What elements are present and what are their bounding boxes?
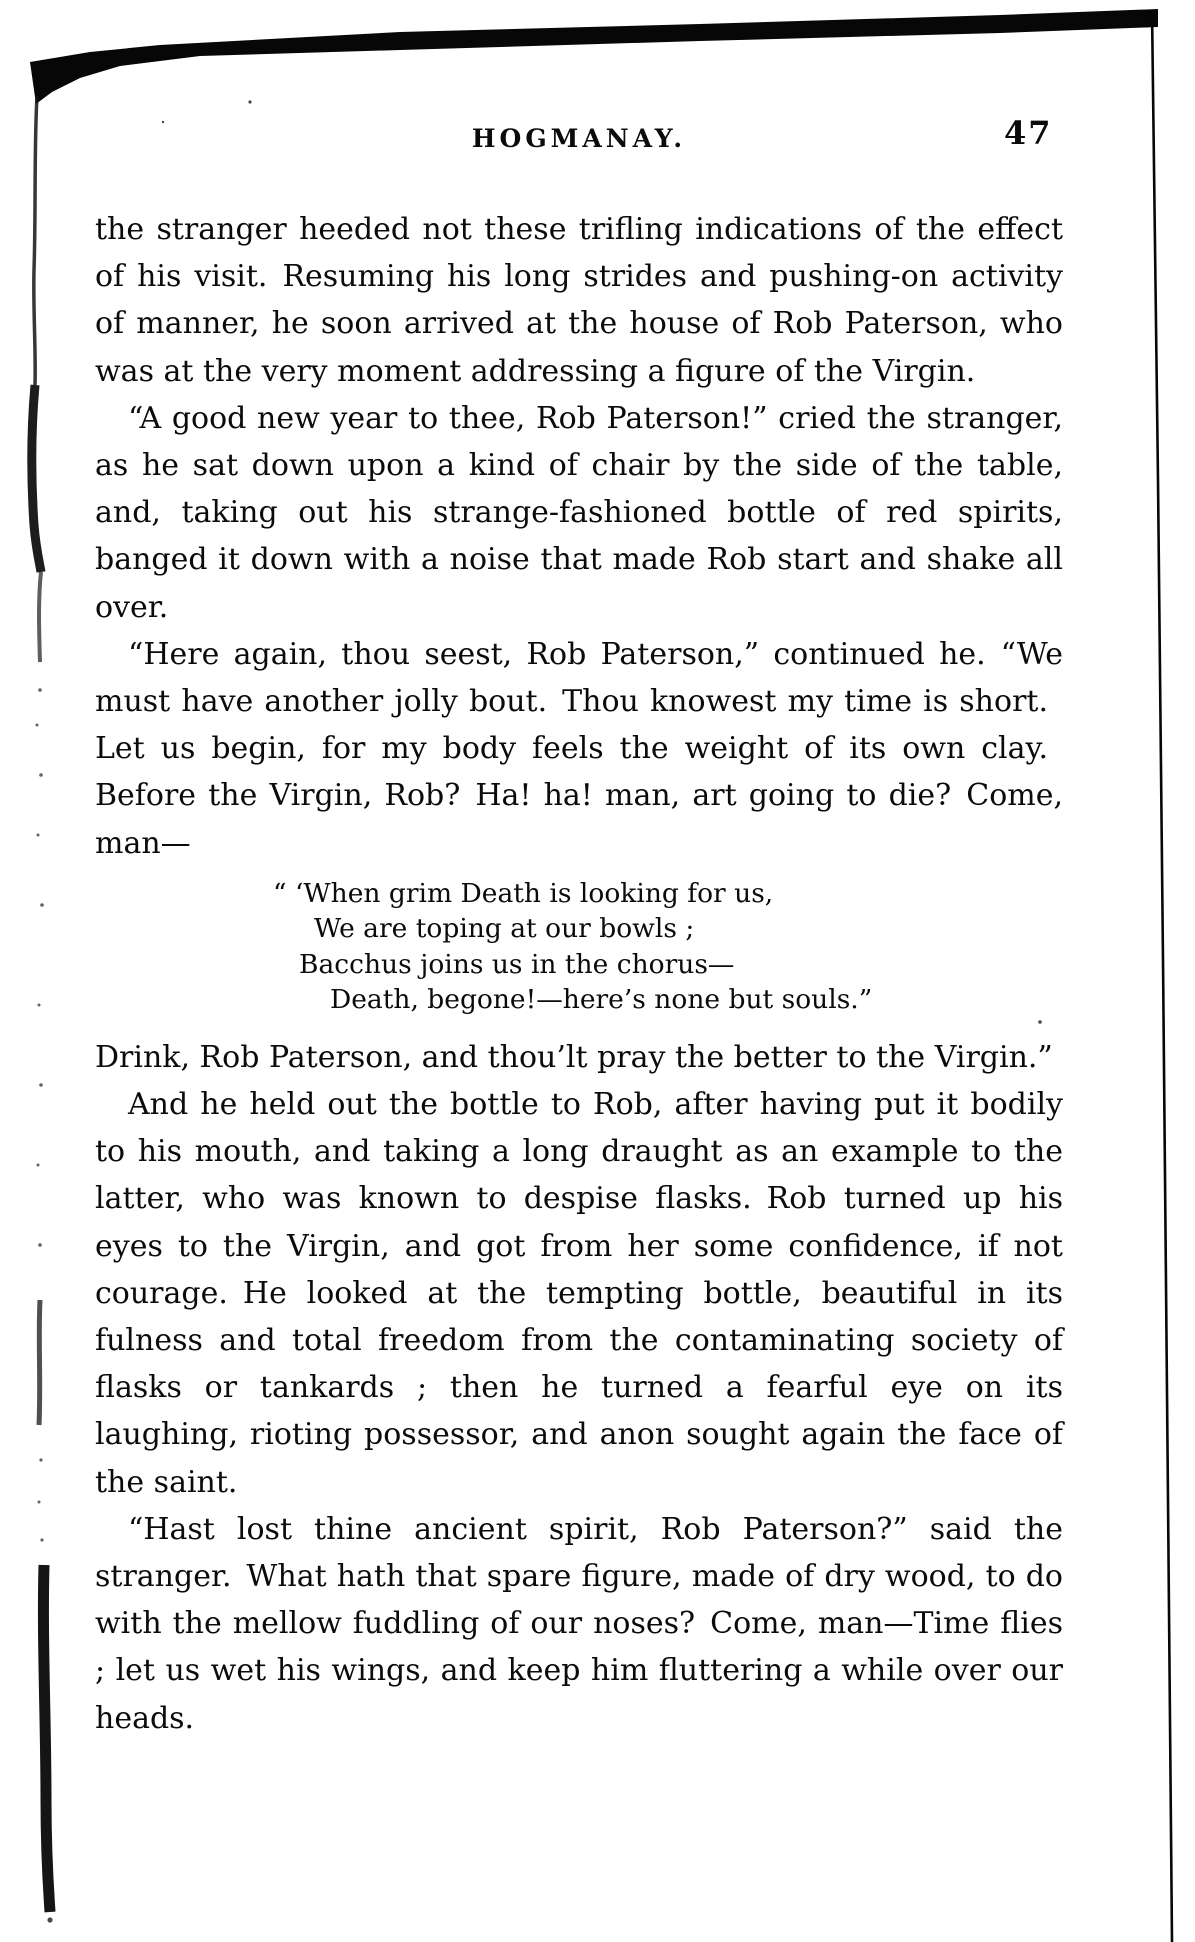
verse-line-2: We are toping at our bowls ; — [314, 913, 695, 945]
verse-quote — [95, 876, 1063, 1018]
scan-artifact-binding-shadow-lower — [39, 1300, 40, 1425]
scan-artifact-right-edge-line — [1152, 10, 1172, 1942]
body-paragraph-4: Drink, Rob Paterson, and thou’lt pray the better to the Virgin.” — [95, 1039, 1053, 1075]
text-column — [95, 206, 1063, 1742]
body-paragraph-5: And he held out the bottle to Rob, after having put it bodily to his mouth, and taking a long draught as an example to the latter, who was known to despise flasks. Rob turned up his eyes to the Virgin, and got from her some confidence, if not courage. He looked at the tempting bottle, beautiful in its fulness and total freedom from the contaminating society of flasks or tankards ; then he turned a fearful eye on its laughing, rioting possessor, and anon sought again the face of the saint. — [95, 1087, 1063, 1500]
verse-line-1: “ ‘When grim Death is looking for us, — [273, 877, 774, 909]
scan-artifact-binding-shadow-upper — [34, 96, 37, 385]
body-paragraph-2: “A good new year to thee, Rob Paterson!” cried the stranger, as he sat down upon a kind of chair by the side of the table, and, taking out his strange-fashioned bottle of red spirits, banged it down with a noise that made Rob start and shake all over. — [95, 400, 1063, 625]
scan-artifact-binding-shadow-mid — [39, 572, 41, 662]
body-paragraph-1: the stranger heeded not these trifling indications of the effect of his visit. Resuming his long strides and pushing-on activity of manner, he soon arrived at the house of Rob Paterson, who was at the very moment addressing a figure of the Virgin. — [95, 212, 1063, 389]
body-paragraph-6: “Hast lost thine ancient spirit, Rob Paterson?” said the stranger. What hath that spare figure, made of dry wood, to do with the mellow fuddling of our noses? Come, man—Time flies ; let us wet his wings, and keep him fluttering a while over our heads. — [95, 1511, 1063, 1736]
running-header: HOGMANAY. — [471, 124, 687, 153]
scan-artifact-top-bar — [30, 9, 1158, 104]
body-paragraph-3: “Here again, thou seest, Rob Paterson,” continued he. “We must have another jolly bout. Thou knowest my time is short. Let us begin, for my body feels the weight of its own clay. Before the Virgin, Rob? Ha! ha! man, art going to die? Come, man— — [95, 636, 1063, 861]
verse-line-4: Death, begone!—here’s none but souls.” — [330, 984, 873, 1016]
page-number: 47 — [1004, 114, 1053, 152]
scan-artifact-binding-shadow-blob — [32, 385, 41, 572]
verse-line-3: Bacchus joins us in the chorus— — [299, 948, 735, 980]
scan-artifact-binding-shadow-bottom — [43, 1565, 50, 1912]
